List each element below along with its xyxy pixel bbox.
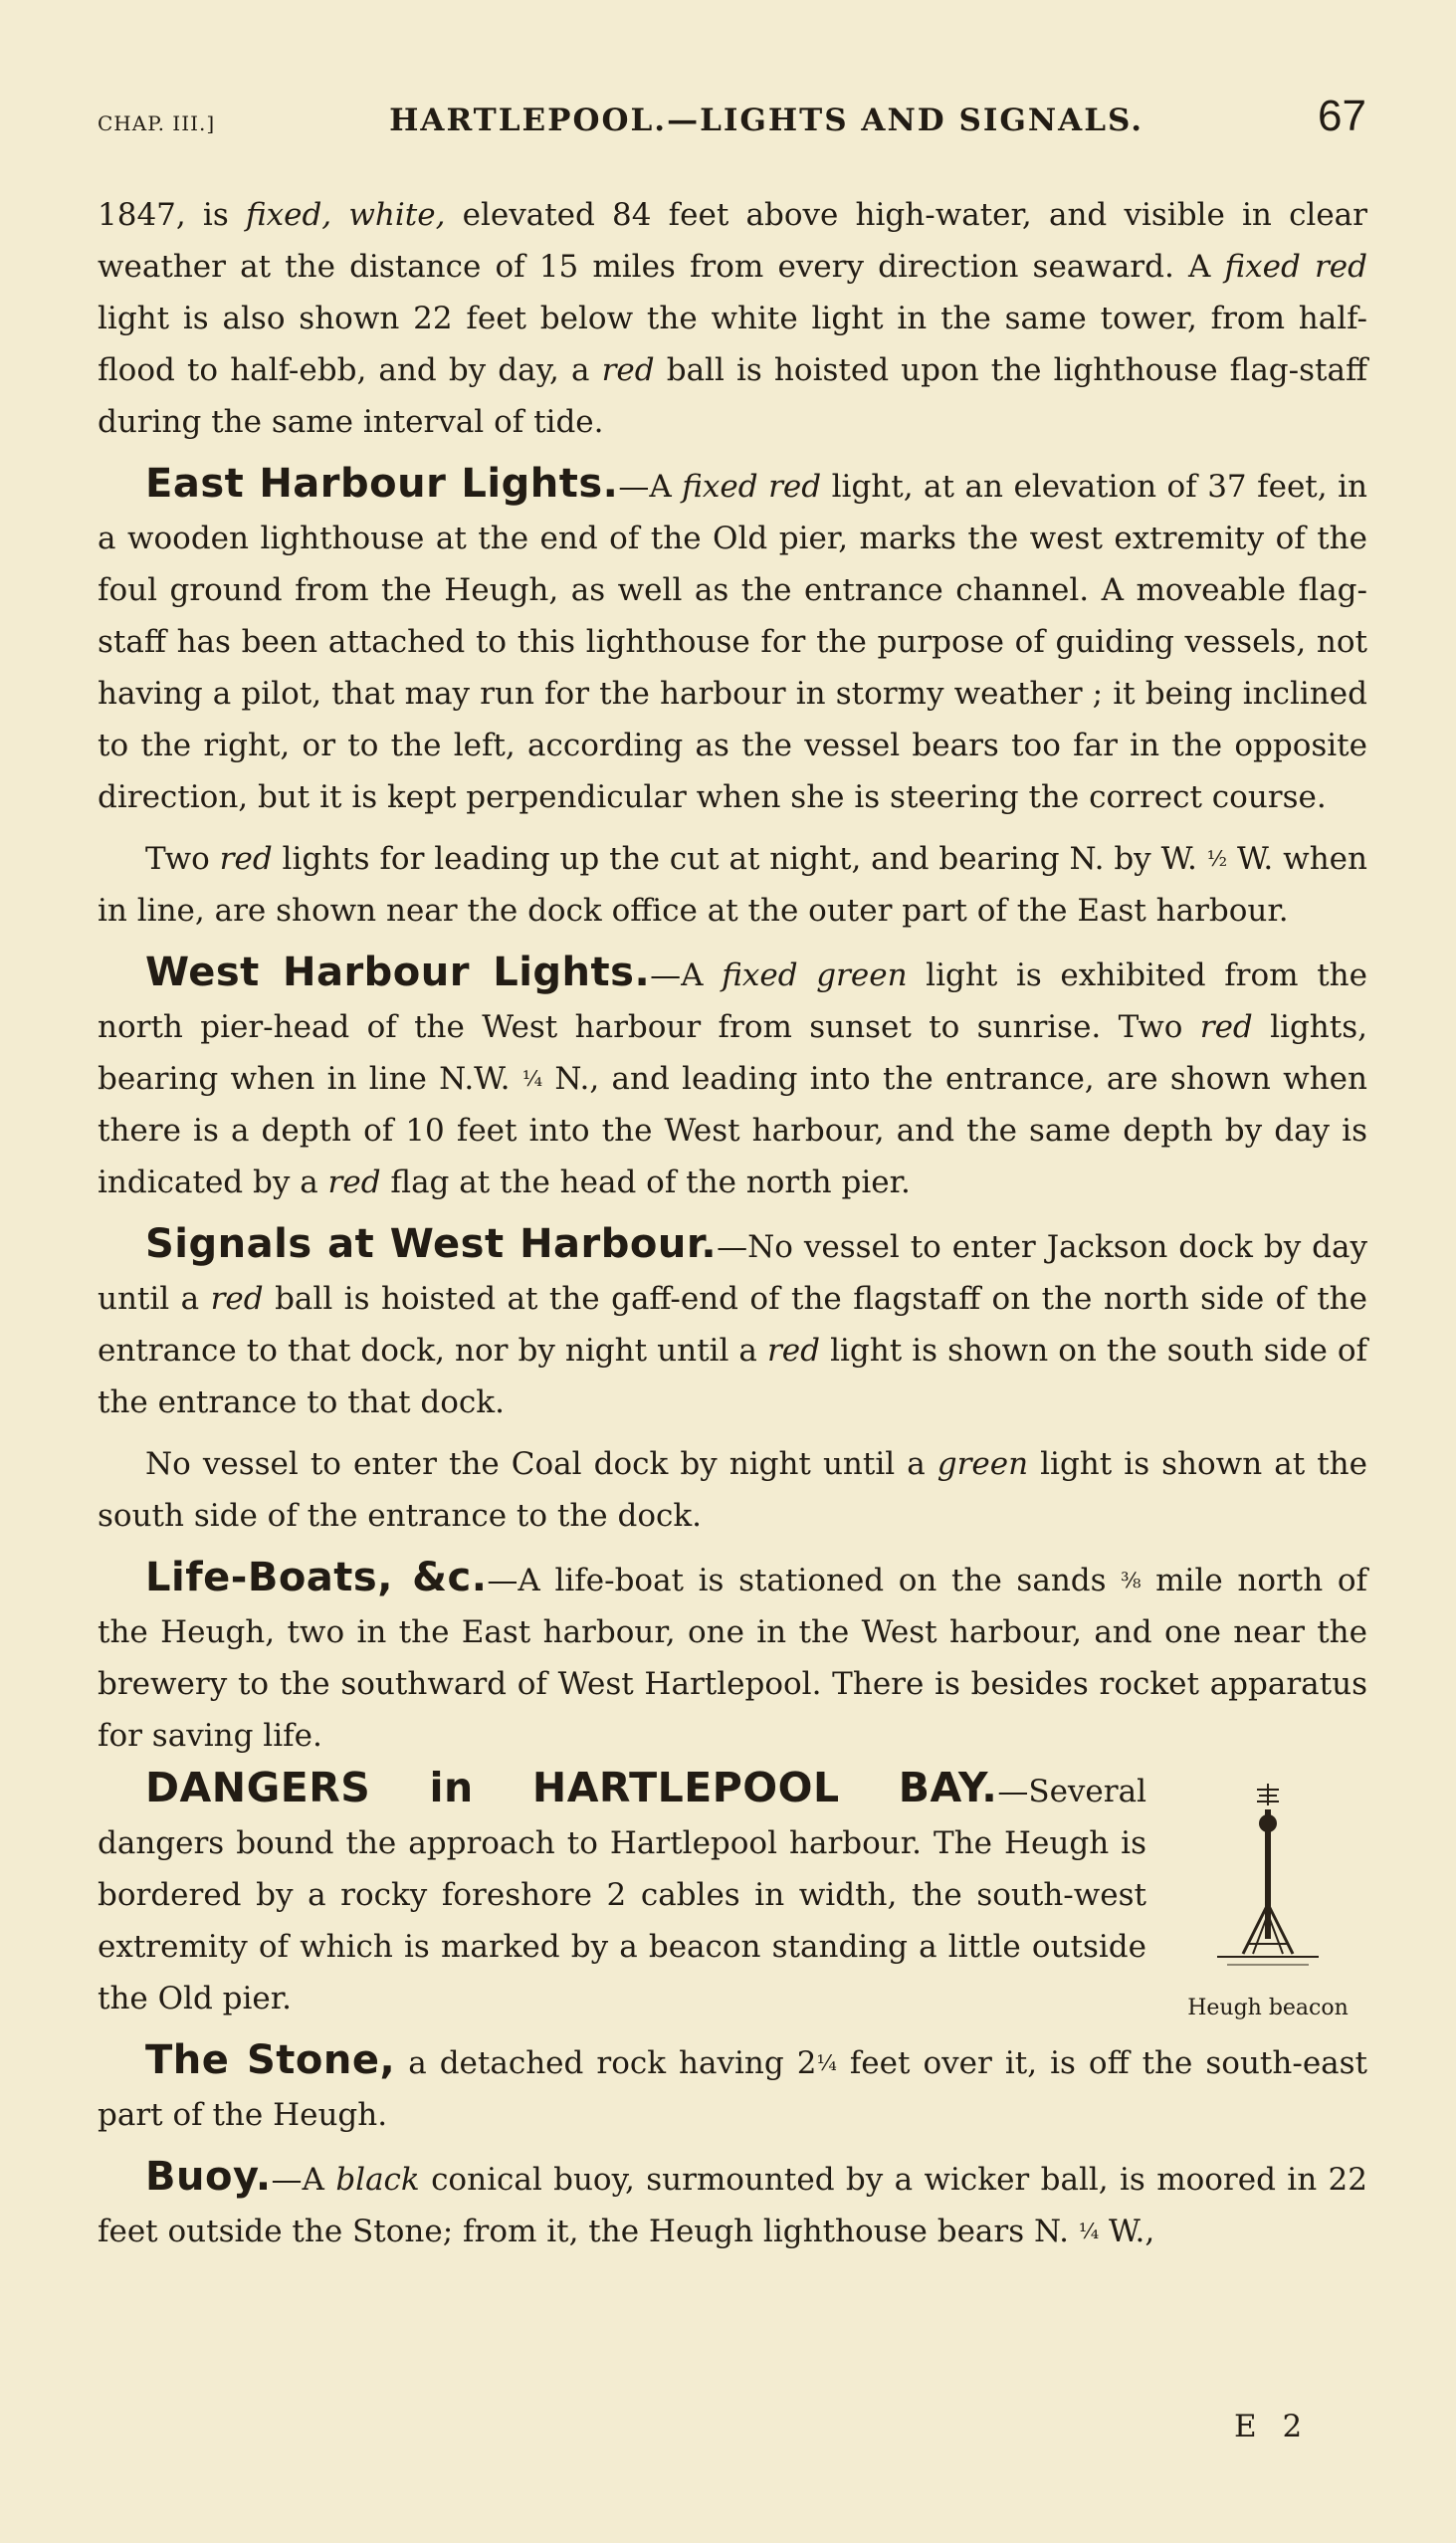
text-run: mile north of the Heugh, two in the East harbour, one in the West harbour, and one near the brewery to the southward of West Hartlepool. There is besides rocket apparatus for saving life. [98,1563,1368,1754]
text-run: light is exhibited from the north pier-head of the West harbour from sunset to sunrise. Two [98,957,1367,1045]
fraction: ⅜ [1121,1569,1142,1592]
text-run: —A [618,469,683,505]
text-run: —A [271,2162,336,2198]
italic-run: red [766,1333,820,1369]
coal-dock-paragraph [98,1438,1367,1542]
fraction: ¼ [1078,2220,1100,2243]
text-run: elevated 84 feet above high-water, and visible in clear weather at the distance of 15 miles from every direction seaward. A [98,197,1367,285]
fraction: ½ [1206,847,1228,871]
chapter-label: CHAP. III.] [98,111,216,135]
text-run: light is shown at the south side of the entrance to the dock. [98,1446,1367,1534]
lifeboats-paragraph [98,1552,1367,1762]
text-run: a detached rock having 2 [395,2045,817,2081]
text-run: —Several dangers bound the approach to Hartlepool harbour. The Heugh is bordered by a rocky foreshore 2 cables in width, the south-west extremity of which is marked by a beacon standing a little outside the Old pier. [98,1774,1146,2016]
italic-run: fixed, white, [245,197,446,233]
signature-mark: E 2 [1234,2409,1311,2444]
text-run: light is shown on the south side of the entrance to that dock. [98,1333,1367,1420]
italic-run: red [1199,1009,1253,1045]
italic-run: black [335,2162,420,2198]
italic-run: red [219,841,273,877]
text-run: conical buoy, surmounted by a wicker ball, is moored in 22 feet outside the Stone; from it, the Heugh lighthouse bears N. [98,2162,1367,2249]
body-text [98,189,1367,2257]
fraction: ¼ [816,2051,837,2075]
text-run: lights for leading up the cut at night, and bearing N. by W. [272,841,1207,877]
figure-caption: Heugh beacon [1187,1996,1349,2020]
dangers-block [98,1762,1367,2034]
italic-run: red [601,352,655,388]
italic-run: fixed red [1224,249,1367,285]
running-title: HARTLEPOOL.—LIGHTS AND SIGNALS. [389,103,1144,138]
east-harbour-paragraph [98,458,1367,823]
text-run: Two [145,841,220,877]
section-heading: The Stone, [145,2037,396,2083]
signals-paragraph [98,1218,1367,1428]
leading-lights-paragraph [98,833,1367,937]
heugh-beacon-figure [1168,1762,1367,2034]
text-run: —A life-boat is stationed on the sands [487,1563,1122,1598]
italic-run: red [210,1281,264,1317]
stone-paragraph [98,2034,1367,2141]
text-run: light, at an elevation of 37 feet, in a wooden lighthouse at the end of the Old pier, marks the west extremity of the foul ground from the Heugh, as well as the entrance channel. A moveable flag-staff has been attached to this lighthouse for the purpose of guiding vessels, not having a pilot, that may run for the harbour in stormy weather ; it being inclined to the right, or to the left, according as the vessel bears too far in the opposite direction, but it is kept perpendicular when she is steering the correct course. [98,469,1367,815]
text-run: light is also shown 22 feet below the white light in the same tower, from half-flood to half-ebb, and by day, a [98,301,1367,388]
section-heading: DANGERS in HARTLEPOOL BAY. [145,1764,998,1811]
text-run: lights, bearing when in line N.W. [98,1009,1367,1097]
italic-run: fixed red [682,469,822,505]
buoy-paragraph [98,2151,1367,2257]
section-heading: West Harbour Lights. [145,950,651,995]
intro-paragraph [98,189,1367,448]
text-run: ball is hoisted upon the lighthouse flag-staff during the same interval of tide. [98,352,1368,440]
section-heading: Buoy. [145,2154,272,2200]
section-heading: Signals at West Harbour. [145,1221,718,1267]
italic-run: fixed green [722,957,908,993]
italic-run: green [936,1446,1029,1482]
text-run: ball is hoisted at the gaff-end of the flagstaff on the north side of the entrance to that dock, nor by night until a [98,1281,1367,1369]
fraction: ¼ [521,1067,543,1091]
text-run: —No vessel to enter Jackson dock by day until a [98,1229,1367,1317]
text-run: No vessel to enter the Coal dock by night until a [145,1446,937,1482]
text-run: 1847, is [98,197,246,233]
west-harbour-paragraph [98,947,1367,1208]
text-run: flag at the head of the north pier. [380,1165,911,1200]
dangers-paragraph [98,1762,1146,2024]
running-header [98,92,1366,151]
italic-run: red [327,1165,381,1200]
text-run: —A [650,957,723,993]
section-heading: East Harbour Lights. [145,461,619,507]
beacon-icon [1213,1780,1323,1979]
section-heading: Life-Boats, &c. [145,1555,488,1600]
text-run: feet over it, is off the south-east part of the Heugh. [98,2045,1368,2133]
text-run: N., and leading into the entrance, are shown when there is a depth of 10 feet into the West harbour, and the same depth by day is indicated by a [98,1061,1367,1200]
page-number: 67 [1318,92,1366,140]
text-run: W. when in line, are shown near the dock office at the outer part of the East harbour. [98,841,1367,929]
text-run: W., [1099,2214,1155,2249]
